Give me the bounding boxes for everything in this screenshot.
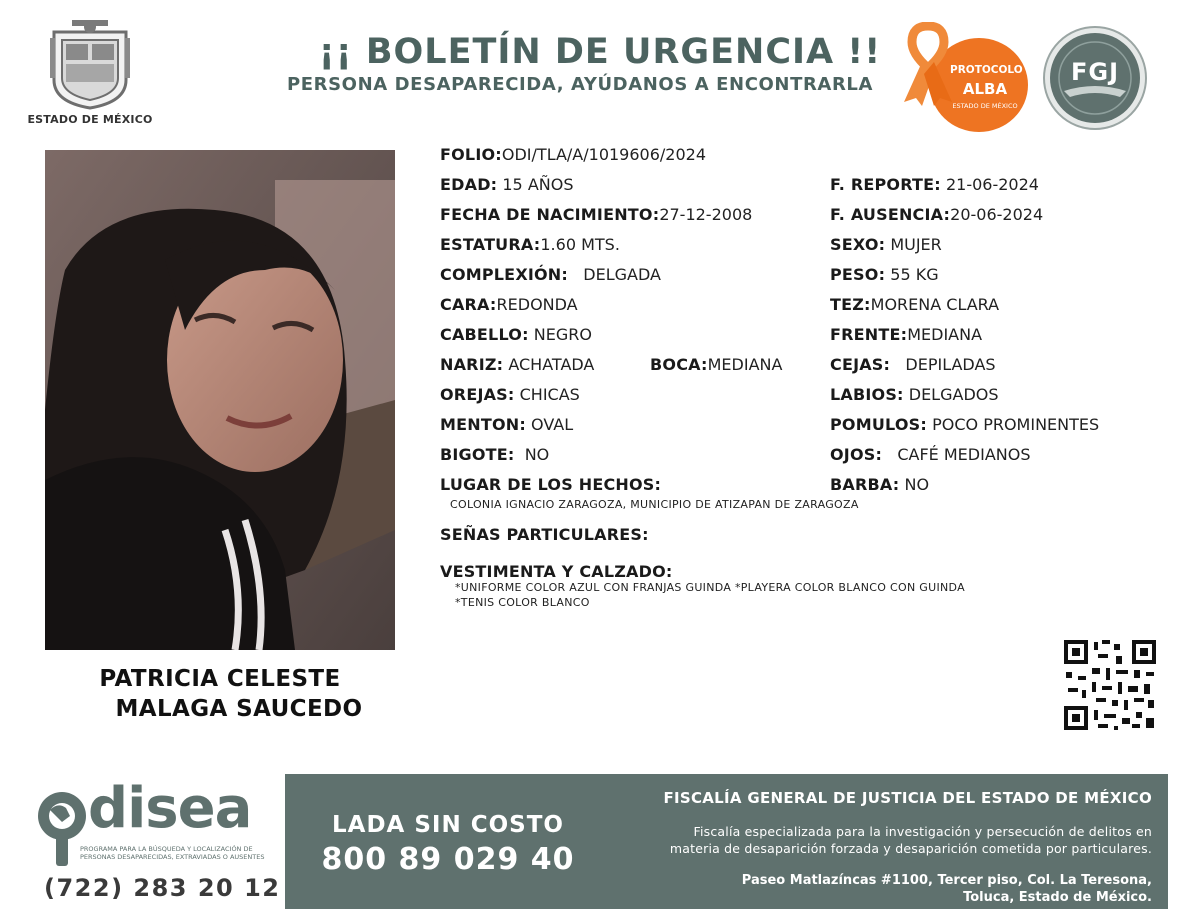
field-barba <box>830 475 929 494</box>
alba-name: ALBA <box>962 80 1008 98</box>
field-value: 27-12-2008 <box>659 205 753 224</box>
field-tez <box>830 295 999 314</box>
toll-free-number: 800 89 029 40 <box>321 842 575 877</box>
field-edad <box>440 175 573 194</box>
person-name-last: MALAGA SAUCEDO <box>115 696 363 722</box>
missing-person-photo <box>45 150 395 650</box>
field-label: CEJAS: <box>830 355 891 374</box>
field-pomulos <box>830 415 1099 434</box>
field-cejas <box>830 355 996 374</box>
qr-code <box>1062 638 1158 732</box>
field-menton <box>440 415 573 434</box>
field-value: OVAL <box>531 415 574 434</box>
field-label: NARIZ: <box>440 355 504 374</box>
field-value: NO <box>904 475 930 494</box>
field-value: 21-06-2024 <box>945 175 1039 194</box>
field-value: DELGADOS <box>908 385 999 404</box>
field-label: POMULOS: <box>830 415 927 434</box>
field-estatura <box>440 235 620 254</box>
field-value: 1.60 MTS. <box>540 235 620 254</box>
bulletin-subtitle: PERSONA DESAPARECIDA, AYÚDANOS A ENCONTRARLA <box>286 74 874 95</box>
agency-name: FISCALÍA GENERAL DE JUSTICIA DEL ESTADO DE MÉXICO <box>663 789 1152 807</box>
field-lugar-value: COLONIA IGNACIO ZARAGOZA, MUNICIPIO DE ATIZAPAN DE ZARAGOZA <box>450 498 859 511</box>
field-boca <box>650 355 782 374</box>
odisea-tagline: PROGRAMA PARA LA BÚSQUEDA Y LOCALIZACIÓN DE PERSONAS DESAPARECIDAS, EXTRAVIADAS O AUSENTES <box>80 845 265 861</box>
field-value: 15 AÑOS <box>502 175 574 194</box>
field-value: DELGADA <box>583 265 661 284</box>
agency-address <box>640 872 1152 906</box>
field-vestimenta-line1: *UNIFORME COLOR AZUL CON FRANJAS GUINDA *PLAYERA COLOR BLANCO CON GUINDA <box>455 581 965 594</box>
field-value: DEPILADAS <box>905 355 996 374</box>
fgj-logo-text: FGJ <box>1070 58 1120 86</box>
field-peso <box>830 265 939 284</box>
field-orejas <box>440 385 580 404</box>
field-lugar-label: LUGAR DE LOS HECHOS: <box>440 475 662 494</box>
odisea-wordmark: disea <box>88 776 252 841</box>
agency-address-line: Toluca, Estado de México. <box>963 890 1152 905</box>
state-label: ESTADO DE MÉXICO <box>27 113 153 126</box>
field-label: CARA: <box>440 295 497 314</box>
alba-protocol-label: PROTOCOLO <box>950 64 1023 76</box>
state-coat-of-arms-logo <box>48 18 132 110</box>
field-value: MEDIANA <box>907 325 983 344</box>
field-value: CAFÉ MEDIANOS <box>897 445 1031 464</box>
field-nariz <box>440 355 594 374</box>
field-value: MORENA CLARA <box>870 295 1000 314</box>
field-value: NO <box>524 445 550 464</box>
field-label: MENTON: <box>440 415 526 434</box>
field-complexion <box>440 265 661 284</box>
field-folio <box>440 145 706 164</box>
field-label: FRENTE: <box>830 325 908 344</box>
field-f-reporte <box>830 175 1039 194</box>
field-label: EDAD: <box>440 175 498 194</box>
field-value: CHICAS <box>519 385 580 404</box>
field-labios <box>830 385 999 404</box>
field-value: ODI/TLA/A/1019606/2024 <box>501 145 707 164</box>
field-label: F. AUSENCIA: <box>830 205 951 224</box>
field-label: BOCA: <box>650 355 708 374</box>
field-label: CABELLO: <box>440 325 529 344</box>
person-name-first: PATRICIA CELESTE <box>99 666 341 692</box>
field-label: COMPLEXIÓN: <box>440 265 568 284</box>
field-senas-label: SEÑAS PARTICULARES: <box>440 525 649 544</box>
field-value: MUJER <box>890 235 942 254</box>
agency-description-line: Fiscalía especializada para la investigación y persecución de delitos en <box>693 824 1152 839</box>
field-value: REDONDA <box>496 295 578 314</box>
field-value: MEDIANA <box>707 355 783 374</box>
field-label: SEXO: <box>830 235 886 254</box>
field-label: FOLIO: <box>440 145 502 164</box>
field-cara <box>440 295 578 314</box>
field-ojos <box>830 445 1030 464</box>
field-vestimenta-line2: *TENIS COLOR BLANCO <box>455 596 590 609</box>
field-sexo <box>830 235 942 254</box>
field-label: FECHA DE NACIMIENTO: <box>440 205 660 224</box>
agency-description-line: materia de desaparición forzada y desaparición cometida por particulares. <box>669 841 1152 856</box>
field-bigote <box>440 445 549 464</box>
alba-state-label: ESTADO DE MÉXICO <box>952 102 1018 110</box>
toll-free-label: LADA SIN COSTO <box>332 812 564 838</box>
field-label: OJOS: <box>830 445 883 464</box>
field-value: 55 KG <box>890 265 939 284</box>
field-label: BIGOTE: <box>440 445 515 464</box>
field-label: LABIOS: <box>830 385 904 404</box>
field-value: ACHATADA <box>508 355 595 374</box>
field-vestimenta-label: VESTIMENTA Y CALZADO: <box>440 562 673 581</box>
field-value: 20-06-2024 <box>950 205 1044 224</box>
field-label: OREJAS: <box>440 385 515 404</box>
agency-description <box>604 823 1152 857</box>
field-label: F. REPORTE: <box>830 175 941 194</box>
field-f-ausencia <box>830 205 1043 224</box>
field-label: BARBA: <box>830 475 900 494</box>
agency-address-line: Paseo Matlazíncas #1100, Tercer piso, Col. La Teresona, <box>741 873 1152 888</box>
local-phone-number: (722) 283 20 12 <box>44 874 281 902</box>
bulletin-title: ¡¡ BOLETÍN DE URGENCIA !! <box>318 32 882 72</box>
field-fecha-nacimiento <box>440 205 752 224</box>
field-label: PESO: <box>830 265 886 284</box>
field-label: ESTATURA: <box>440 235 541 254</box>
field-frente <box>830 325 982 344</box>
field-value: NEGRO <box>533 325 592 344</box>
field-cabello <box>440 325 592 344</box>
field-label: TEZ: <box>830 295 871 314</box>
field-value: POCO PROMINENTES <box>932 415 1100 434</box>
awareness-ribbon-icon <box>898 22 958 106</box>
